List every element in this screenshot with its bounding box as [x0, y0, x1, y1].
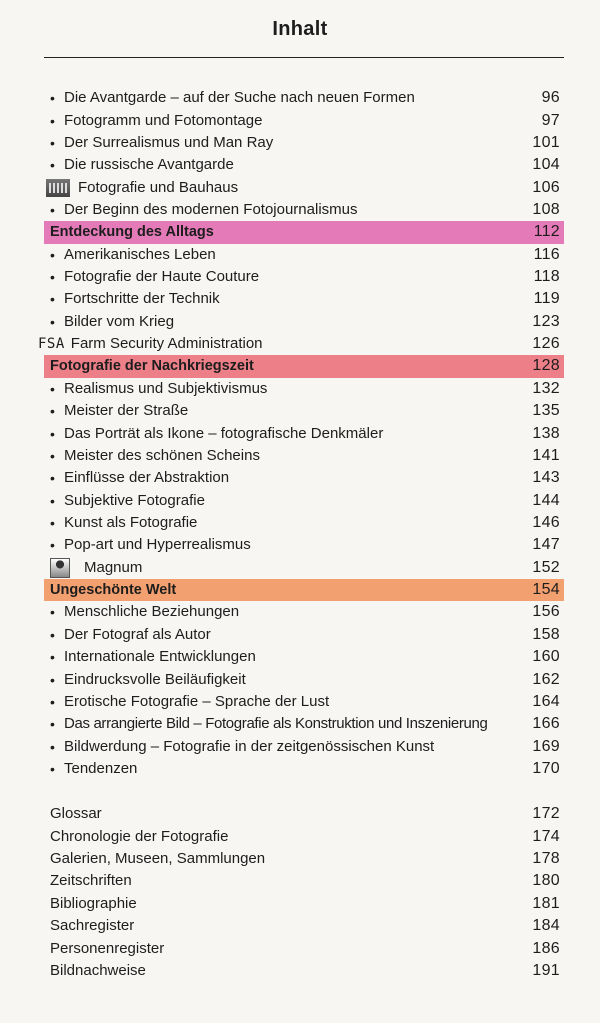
toc-item[interactable]	[44, 132, 564, 154]
appendix-item-label: Bildnachweise	[50, 961, 146, 979]
bullet-icon: •	[50, 626, 55, 643]
toc-item-special[interactable]	[44, 557, 564, 579]
bullet-icon: •	[50, 90, 55, 107]
section-label: Ungeschönte Welt	[50, 582, 177, 599]
bullet-icon: •	[50, 313, 55, 330]
appendix-page-number: 186	[532, 939, 560, 957]
toc-item-label: Meister des schönen Scheins	[64, 446, 260, 464]
toc-item-label: Fortschritte der Technik	[64, 290, 220, 308]
toc-page-number: 170	[532, 759, 560, 777]
toc-item-label: Der Beginn des modernen Fotojournalismus	[64, 200, 358, 218]
toc-page-number: 108	[532, 200, 560, 218]
appendix-page-number: 174	[532, 827, 560, 845]
toc-item-label: Das arrangierte Bild – Fotografie als Konstruktion und Inszenierung	[64, 715, 488, 733]
toc-item[interactable]	[44, 713, 564, 735]
appendix-item[interactable]	[50, 848, 564, 870]
appendix-item[interactable]	[50, 825, 564, 847]
toc-page-number: 141	[532, 446, 560, 464]
toc-section-heading[interactable]	[44, 355, 564, 377]
toc-item[interactable]	[44, 266, 564, 288]
bullet-icon: •	[50, 738, 55, 755]
appendix-page-number: 180	[532, 872, 560, 890]
toc-page-number: 104	[532, 156, 560, 174]
toc-item[interactable]	[44, 512, 564, 534]
toc-item[interactable]	[44, 445, 564, 467]
fsa-tag: FSA	[38, 336, 65, 353]
bullet-icon: •	[50, 246, 55, 263]
toc-item-label: Meister der Straße	[64, 402, 189, 420]
toc-section-heading[interactable]	[44, 221, 564, 243]
toc-item[interactable]	[44, 311, 564, 333]
toc-item[interactable]	[44, 288, 564, 310]
toc-item-label: Menschliche Beziehungen	[64, 603, 240, 621]
toc-item-label: Bildwerdung – Fotografie in der zeitgenössischen Kunst	[64, 737, 435, 755]
bullet-icon: •	[50, 201, 55, 218]
toc-item-label: Der Fotograf als Autor	[64, 625, 211, 643]
toc-page-number: 156	[532, 603, 560, 621]
table-of-contents	[38, 87, 564, 780]
appendix-page-number: 181	[532, 894, 560, 912]
appendix-item[interactable]	[50, 960, 564, 982]
toc-page-number: 158	[532, 625, 560, 643]
bullet-icon: •	[50, 693, 55, 710]
toc-item-label: Das Porträt als Ikone – fotografische Denkmäler	[64, 424, 384, 442]
bullet-icon: •	[50, 425, 55, 442]
bullet-icon: •	[50, 515, 55, 531]
toc-item-special[interactable]	[38, 333, 564, 355]
toc-page-number: 101	[532, 133, 560, 151]
toc-page-number: 106	[532, 178, 560, 196]
toc-item[interactable]	[44, 735, 564, 757]
toc-page-number: 97	[541, 111, 560, 129]
bullet-icon: •	[50, 604, 55, 621]
title-divider	[44, 57, 564, 58]
building-icon	[46, 179, 70, 197]
toc-item-label: Internationale Entwicklungen	[64, 648, 256, 666]
toc-page-number: 146	[532, 514, 560, 531]
toc-item-label: Der Surrealismus und Man Ray	[64, 133, 274, 151]
toc-item-label: Subjektive Fotografie	[64, 491, 205, 509]
toc-item-label: Fotografie und Bauhaus	[78, 178, 239, 196]
toc-item[interactable]	[44, 624, 564, 646]
toc-item[interactable]	[44, 378, 564, 400]
bullet-icon: •	[50, 492, 55, 509]
toc-item[interactable]	[44, 668, 564, 690]
toc-page-number: 154	[532, 581, 560, 599]
toc-page-number: 147	[532, 536, 560, 554]
appendix-item-label: Chronologie der Fotografie	[50, 827, 229, 845]
toc-page-number: 112	[533, 223, 560, 241]
toc-page-number: 123	[532, 312, 560, 330]
appendix-page-number: 172	[532, 805, 560, 823]
toc-item[interactable]	[44, 467, 564, 489]
appendix-page-number: 191	[532, 961, 560, 979]
toc-item-label: Tendenzen	[64, 759, 138, 777]
appendix-list	[50, 803, 564, 982]
toc-item-label: Kunst als Fotografie	[64, 514, 198, 531]
toc-page-number: 152	[532, 558, 560, 576]
toc-page-number: 162	[532, 670, 560, 688]
bullet-icon: •	[50, 537, 55, 554]
toc-page-number: 132	[532, 379, 560, 397]
toc-item-label: Amerikanisches Leben	[64, 245, 216, 263]
toc-item[interactable]	[44, 758, 564, 780]
bullet-icon: •	[50, 112, 55, 129]
toc-page-number: 166	[532, 715, 560, 733]
appendix-item[interactable]	[50, 893, 564, 915]
toc-page-number: 116	[533, 245, 560, 263]
toc-item[interactable]	[44, 422, 564, 444]
toc-item-label: Magnum	[84, 558, 143, 576]
bullet-icon: •	[50, 649, 55, 666]
toc-page-number: 169	[532, 737, 560, 755]
toc-page-number: 128	[532, 357, 560, 375]
toc-item[interactable]	[44, 154, 564, 176]
toc-item[interactable]	[44, 534, 564, 556]
toc-page-number: 143	[532, 469, 560, 487]
toc-page-number: 160	[532, 648, 560, 666]
toc-item[interactable]	[44, 400, 564, 422]
appendix-item-label: Sachregister	[50, 917, 135, 935]
appendix-item-label: Personenregister	[50, 939, 165, 957]
toc-item-label: Realismus und Subjektivismus	[64, 379, 268, 397]
appendix-item[interactable]	[50, 870, 564, 892]
toc-item-label: Die Avantgarde – auf der Suche nach neuen Formen	[64, 89, 415, 107]
toc-item[interactable]	[44, 646, 564, 668]
section-label: Entdeckung des Alltags	[50, 224, 214, 241]
section-label: Fotografie der Nachkriegszeit	[50, 358, 254, 375]
bullet-icon: •	[50, 716, 55, 733]
toc-item-label: Pop-art und Hyperrealismus	[64, 536, 251, 554]
toc-item-special[interactable]	[44, 176, 564, 198]
bullet-icon: •	[50, 269, 55, 286]
toc-item[interactable]	[44, 489, 564, 511]
page-title: Inhalt	[272, 18, 328, 40]
bullet-icon: •	[50, 447, 55, 464]
bullet-icon: •	[50, 470, 55, 487]
toc-item-label: Fotogramm und Fotomontage	[64, 111, 263, 129]
toc-section-heading[interactable]	[44, 579, 564, 601]
toc-item[interactable]	[44, 244, 564, 266]
toc-page-number: 119	[533, 290, 560, 308]
toc-item-label: Farm Security Administration	[70, 335, 263, 353]
appendix-item-label: Glossar	[50, 805, 102, 823]
toc-page-number: 96	[541, 89, 560, 107]
toc-page-number: 164	[532, 692, 560, 710]
toc-item-label: Bilder vom Krieg	[64, 312, 175, 330]
bullet-icon: •	[50, 380, 55, 397]
toc-item-label: Einflüsse der Abstraktion	[64, 469, 230, 487]
toc-item-label: Fotografie der Haute Couture	[64, 268, 260, 286]
toc-page-number: 135	[532, 402, 560, 420]
appendix-item-label: Bibliographie	[50, 894, 137, 912]
toc-page-number: 144	[532, 491, 560, 509]
appendix-item-label: Zeitschriften	[50, 872, 132, 890]
bullet-icon: •	[50, 291, 55, 308]
person-portrait-icon	[50, 558, 70, 578]
appendix-page-number: 178	[532, 849, 560, 867]
toc-item[interactable]	[44, 87, 564, 109]
bullet-icon: •	[50, 403, 55, 420]
toc-page-number: 138	[532, 424, 560, 442]
toc-page-number: 118	[533, 268, 560, 286]
appendix-item[interactable]	[50, 803, 564, 825]
appendix-item-label: Galerien, Museen, Sammlungen	[50, 849, 266, 867]
bullet-icon: •	[50, 671, 55, 688]
toc-item-label: Erotische Fotografie – Sprache der Lust	[64, 692, 330, 710]
appendix-item[interactable]	[50, 937, 564, 959]
appendix-item[interactable]	[50, 915, 564, 937]
toc-item[interactable]	[44, 691, 564, 713]
toc-item[interactable]	[44, 109, 564, 131]
toc-page-number: 126	[532, 335, 560, 353]
toc-item-label: Eindrucksvolle Beiläufigkeit	[64, 670, 246, 688]
bullet-icon: •	[50, 134, 55, 151]
toc-item[interactable]	[44, 199, 564, 221]
toc-item-label: Die russische Avantgarde	[64, 156, 234, 174]
bullet-icon: •	[50, 760, 55, 777]
bullet-icon: •	[50, 157, 55, 174]
toc-item[interactable]	[44, 601, 564, 623]
appendix-page-number: 184	[532, 917, 560, 935]
